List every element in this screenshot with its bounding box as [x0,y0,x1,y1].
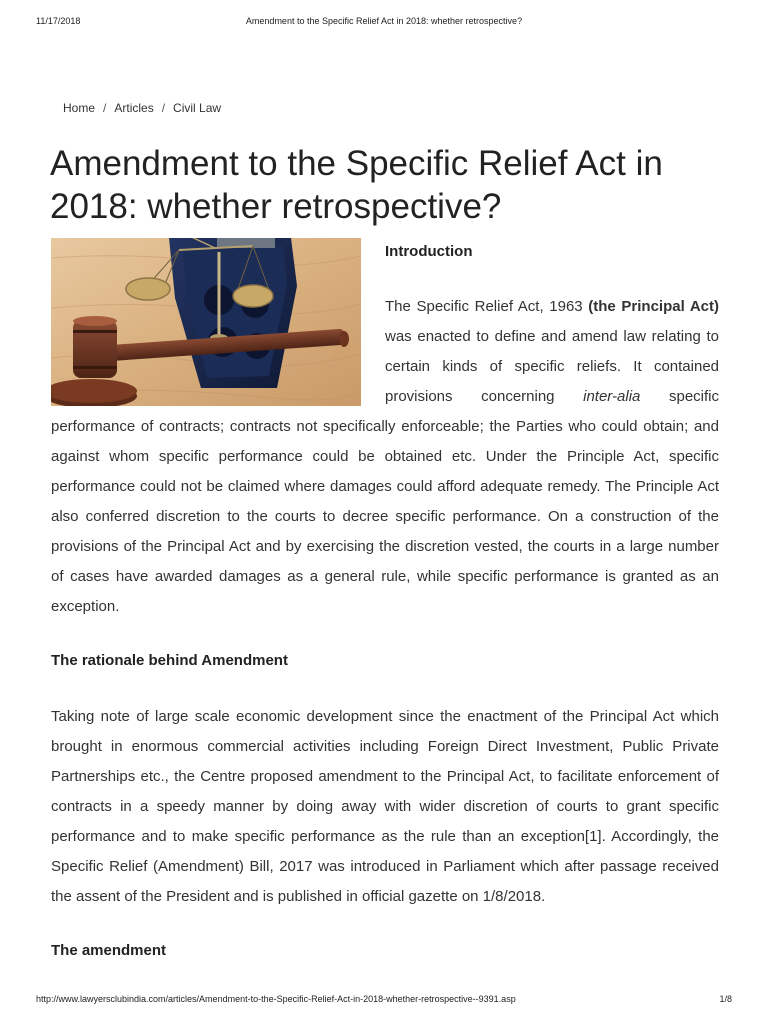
breadcrumb-separator: / [161,101,166,115]
print-page-title: Amendment to the Specific Relief Act in 2018: whether retrospective? [245,16,523,26]
introduction-heading: Introduction [385,243,473,260]
print-footer [36,994,732,1008]
breadcrumb-civil-law-link[interactable]: Civil Law [173,101,222,115]
intro-text-3: specific performance of contracts; contracts not specifically enforceable; the Parties who could obtain; and against whom specific performance could be obtained etc. Under the Principle Act, specific performance could not be claimed where damages could afford adequate remedy. The Principle Act also conferred discretion to the courts to decree specific performance. On a construction of the provisions of the Principal Act and by exercising the discretion vested, the courts in a large number of cases have awarded damages as a general rule, while specific performance is granted as an exception. [51,388,720,615]
print-header [36,16,732,30]
intro-text-2: was enacted to define and amend law relating to certain kinds of specific reliefs. It contained provisions concerning [385,328,719,405]
article-title: Amendment to the Specific Relief Act in 2018: whether retrospective? [50,144,663,226]
page-number: 1/8 [719,994,732,1004]
inter-alia-term: inter-alia [583,388,641,405]
intro-text-1: The Specific Relief Act, 1963 [385,298,589,315]
rationale-paragraph: Taking note of large scale economic development since the enactment of the Principal Act which brought in enormous commercial activities including Foreign Direct Investment, Public Private Partnerships etc., the Centre proposed amendment to the Principal Act, to facilitate enforcement of contracts in a speedy manner by doing away with wider discretion of courts to grant specific performance and to make specific performance as the rule than an exception[1]. Accordingly, the Specific Relief (Amendment) Bill, 2017 was introduced in Parliament which after passage received the assent of the President and is published in official gazette on 1/8/2018. [51,708,719,905]
breadcrumb [63,101,221,115]
breadcrumb-separator: / [103,101,107,115]
principal-act-term: (the Principal Act) [588,298,720,315]
breadcrumb-home-link[interactable]: Home [63,101,96,115]
rationale-heading: The rationale behind Amendment [51,652,288,669]
print-footer-url: http://www.lawyersclubindia.com/articles/Amendment-to-the-Specific-Relief-Act-in-2018-whether-retrospective--9391.asp [36,994,516,1004]
image-float-spacer [51,292,385,410]
amendment-heading: The amendment [51,942,167,959]
introduction-paragraph [51,292,719,622]
breadcrumb-articles-link[interactable]: Articles [114,101,154,115]
print-date: 11/17/2018 [36,16,81,26]
